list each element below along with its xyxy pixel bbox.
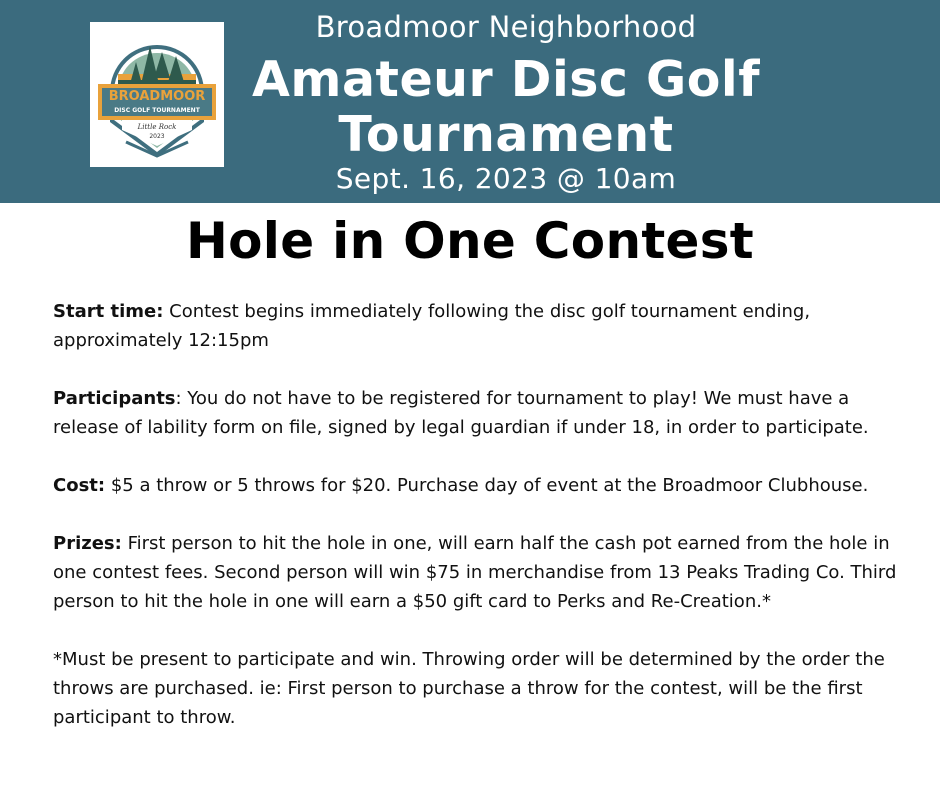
broadmoor-logo <box>90 22 224 167</box>
start-time-paragraph <box>53 297 898 355</box>
tournament-title <box>232 52 780 162</box>
logo-city-text: Little Rock <box>137 123 177 131</box>
tournament-title-line2: Tournament <box>338 106 674 163</box>
cost-text: $5 a throw or 5 throws for $20. Purchase day of event at the Broadmoor Clubhouse. <box>105 475 869 496</box>
logo-brand-text: BROADMOOR <box>108 89 206 104</box>
start-time-label: Start time: <box>53 301 164 322</box>
tournament-title-line1: Amateur Disc Golf <box>251 51 761 108</box>
logo-emblem-icon <box>90 22 224 167</box>
prizes-text: First person to hit the hole in one, will earn half the cash pot earned from the hole in one contest fees. Second person will win $75 in merchandise from 13 Peaks Trading Co. Third person to hit the hole in one will earn a $50 gift card to Perks and Re-Creation.* <box>53 533 897 612</box>
prizes-paragraph <box>53 529 898 616</box>
participants-text: : You do not have to be registered for tournament to play! We must have a release of lability form on file, signed by legal guardian if under 18, in order to participate. <box>53 388 869 438</box>
header-banner <box>0 0 940 203</box>
event-date: Sept. 16, 2023 @ 10am <box>335 162 677 195</box>
start-time-text: Contest begins immediately following the disc golf tournament ending, approximately 12:15pm <box>53 301 811 351</box>
participants-paragraph <box>53 384 898 442</box>
cost-paragraph <box>53 471 898 500</box>
logo-year-text: 2023 <box>149 133 165 140</box>
logo-subtitle-text: DISC GOLF TOURNAMENT <box>114 107 200 114</box>
neighborhood-kicker: Broadmoor Neighborhood <box>315 10 697 44</box>
prizes-label: Prizes: <box>53 533 122 554</box>
cost-label: Cost: <box>53 475 106 496</box>
footnote-paragraph: *Must be present to participate and win. Throwing order will be determined by the order the throws are purchased. ie: First person to purchase a throw for the contest, will be the first participant to throw. <box>53 649 885 728</box>
page-title: Hole in One Contest <box>185 212 755 270</box>
contest-details <box>53 297 898 761</box>
participants-label: Participants <box>53 388 176 409</box>
